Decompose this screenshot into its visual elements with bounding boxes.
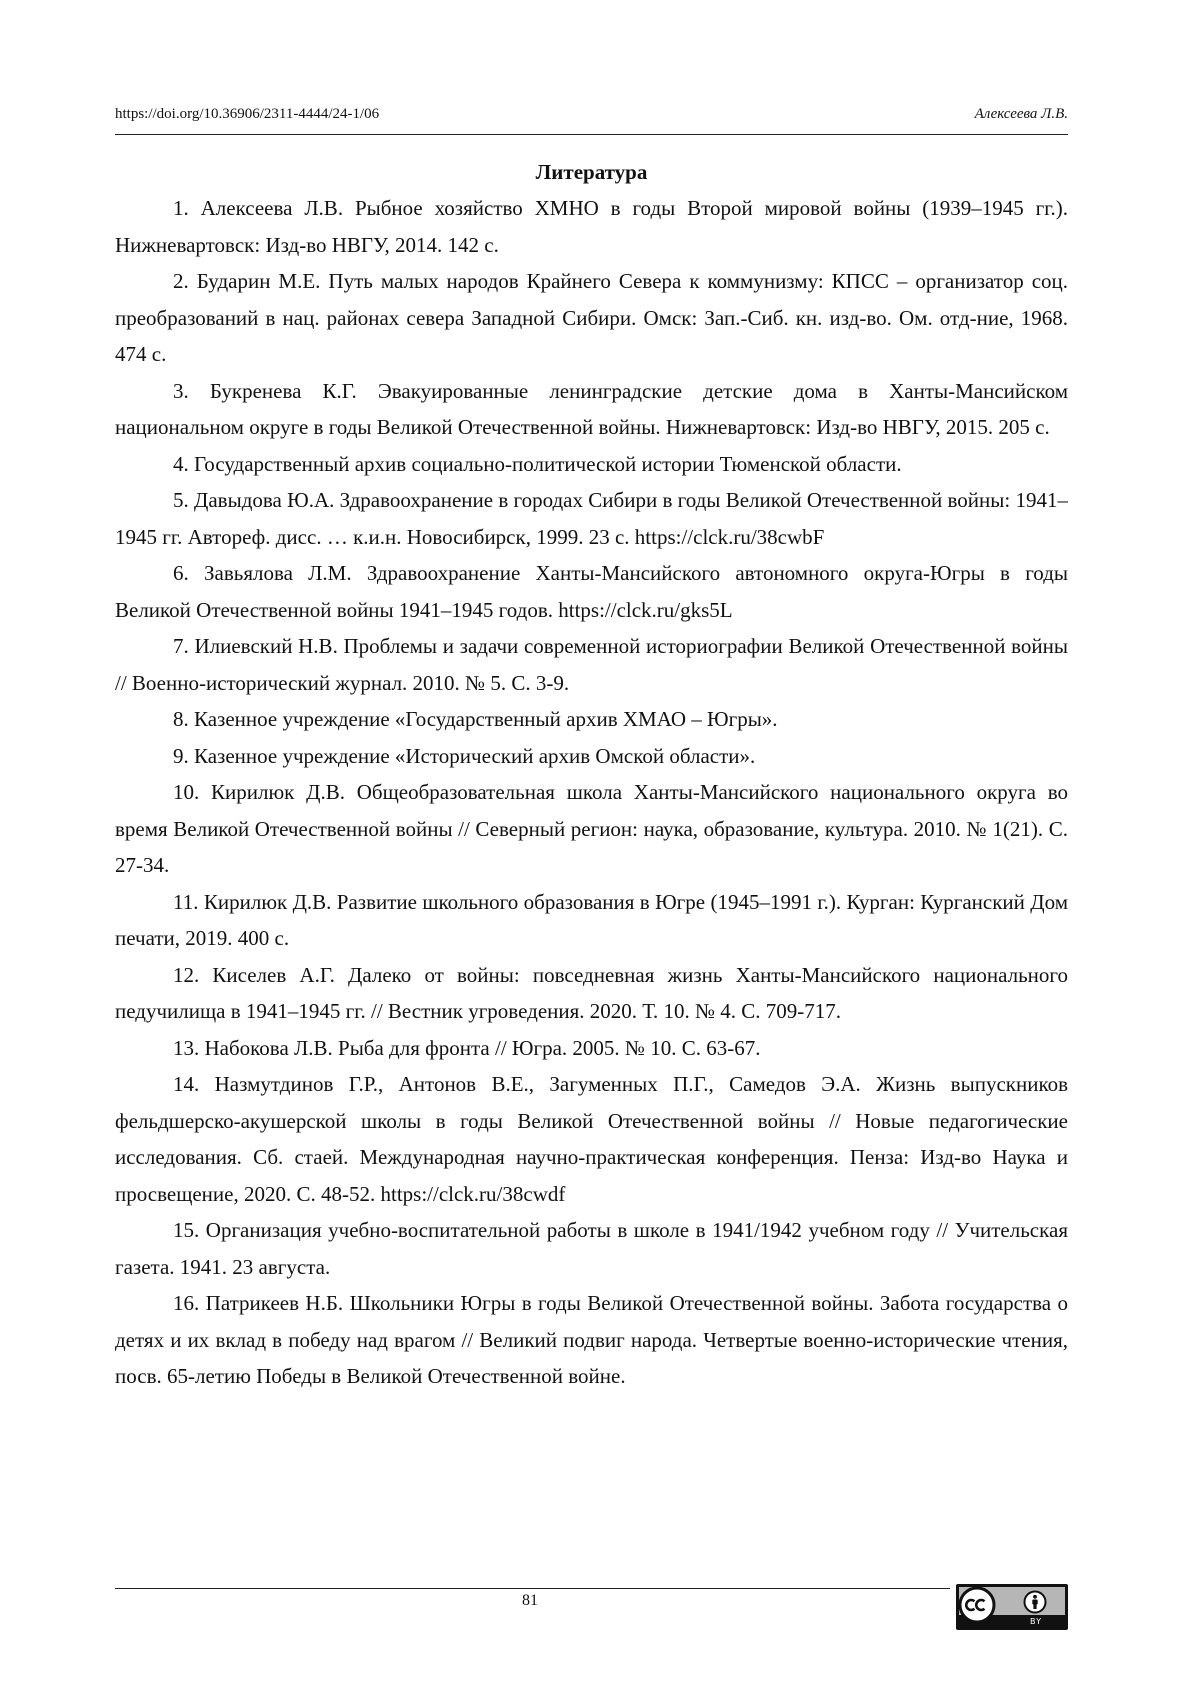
- cc-icon: [958, 1586, 996, 1624]
- reference-item: 7. Илиевский Н.В. Проблемы и задачи современной историографии Великой Отечественной войны // Военно-исторический журнал. 2010. № 5. С. 3-9.: [115, 628, 1068, 701]
- references-section: [115, 154, 1068, 1395]
- by-person-icon: [1023, 1590, 1047, 1614]
- reference-item: 2. Бударин М.Е. Путь малых народов Крайнего Севера к коммунизму: КПСС – организатор соц. преобразований в нац. районах севера Западной Сибири. Омск: Зап.-Сиб. кн. изд-во. Ом. отд-ние, 1968. 474 с.: [115, 263, 1068, 373]
- doi-link[interactable]: https://doi.org/10.36906/2311-4444/24-1/06: [115, 106, 379, 123]
- cc-by-license-icon[interactable]: [956, 1584, 1068, 1630]
- running-author: Алексеева Л.В.: [975, 106, 1068, 123]
- page-number: 81: [510, 1592, 550, 1610]
- section-title: Литература: [115, 154, 1068, 190]
- reference-item: 16. Патрикеев Н.Б. Школьники Югры в годы Великой Отечественной войны. Забота государства о детях и их вклад в победу над врагом // Великий подвиг народа. Четвертые военно-исторические чтения, посв. 65-летию Победы в Великой Отечественной войне.: [115, 1285, 1068, 1395]
- reference-item: 4. Государственный архив социально-политической истории Тюменской области.: [115, 446, 1068, 483]
- reference-item: 9. Казенное учреждение «Исторический архив Омской области».: [115, 738, 1068, 775]
- reference-item: 10. Кирилюк Д.В. Общеобразовательная школа Ханты-Мансийского национального округа во время Великой Отечественной войны // Северный регион: наука, образование, культура. 2010. № 1(21). С. 27-34.: [115, 774, 1068, 884]
- reference-item: 15. Организация учебно-воспитательной работы в школе в 1941/1942 учебном году // Учительская газета. 1941. 23 августа.: [115, 1212, 1068, 1285]
- reference-item: 5. Давыдова Ю.А. Здравоохранение в городах Сибири в годы Великой Отечественной войны: 1941–1945 гг. Автореф. дисс. … к.и.н. Новосибирск, 1999. 23 с. https://clck.ru/38cwbF: [115, 482, 1068, 555]
- by-label: BY: [1016, 1616, 1056, 1628]
- footer-divider: [115, 1588, 950, 1589]
- reference-item: 12. Киселев А.Г. Далеко от войны: повседневная жизнь Ханты-Мансийского национального педучилища в 1941–1945 гг. // Вестник угроведения. 2020. Т. 10. № 4. С. 709-717.: [115, 957, 1068, 1030]
- reference-item: 3. Букренева К.Г. Эвакуированные ленинградские детские дома в Ханты-Мансийском национальном округе в годы Великой Отечественной войны. Нижневартовск: Изд-во НВГУ, 2015. 205 с.: [115, 373, 1068, 446]
- reference-item: 6. Завьялова Л.М. Здравоохранение Ханты-Мансийского автономного округа-Югры в годы Великой Отечественной войны 1941–1945 годов. https://clck.ru/gks5L: [115, 555, 1068, 628]
- reference-item: 11. Кирилюк Д.В. Развитие школьного образования в Югре (1945–1991 г.). Курган: Курганский Дом печати, 2019. 400 с.: [115, 884, 1068, 957]
- reference-item: 13. Набокова Л.В. Рыба для фронта // Югра. 2005. № 10. С. 63-67.: [115, 1030, 1068, 1067]
- page-header: [115, 104, 1068, 135]
- reference-item: 8. Казенное учреждение «Государственный архив ХМАО – Югры».: [115, 701, 1068, 738]
- reference-item: 1. Алексеева Л.В. Рыбное хозяйство ХМНО в годы Второй мировой войны (1939–1945 гг.). Нижневартовск: Изд-во НВГУ, 2014. 142 с.: [115, 190, 1068, 263]
- reference-item: 14. Назмутдинов Г.Р., Антонов В.Е., Загуменных П.Г., Самедов Э.А. Жизнь выпускников фельдшерско-акушерской школы в годы Великой Отечественной войны // Новые педагогические исследования. Сб. стаей. Международная научно-практическая конференция. Пенза: Изд-во Наука и просвещение, 2020. С. 48-52. https://clck.ru/38cwdf: [115, 1066, 1068, 1212]
